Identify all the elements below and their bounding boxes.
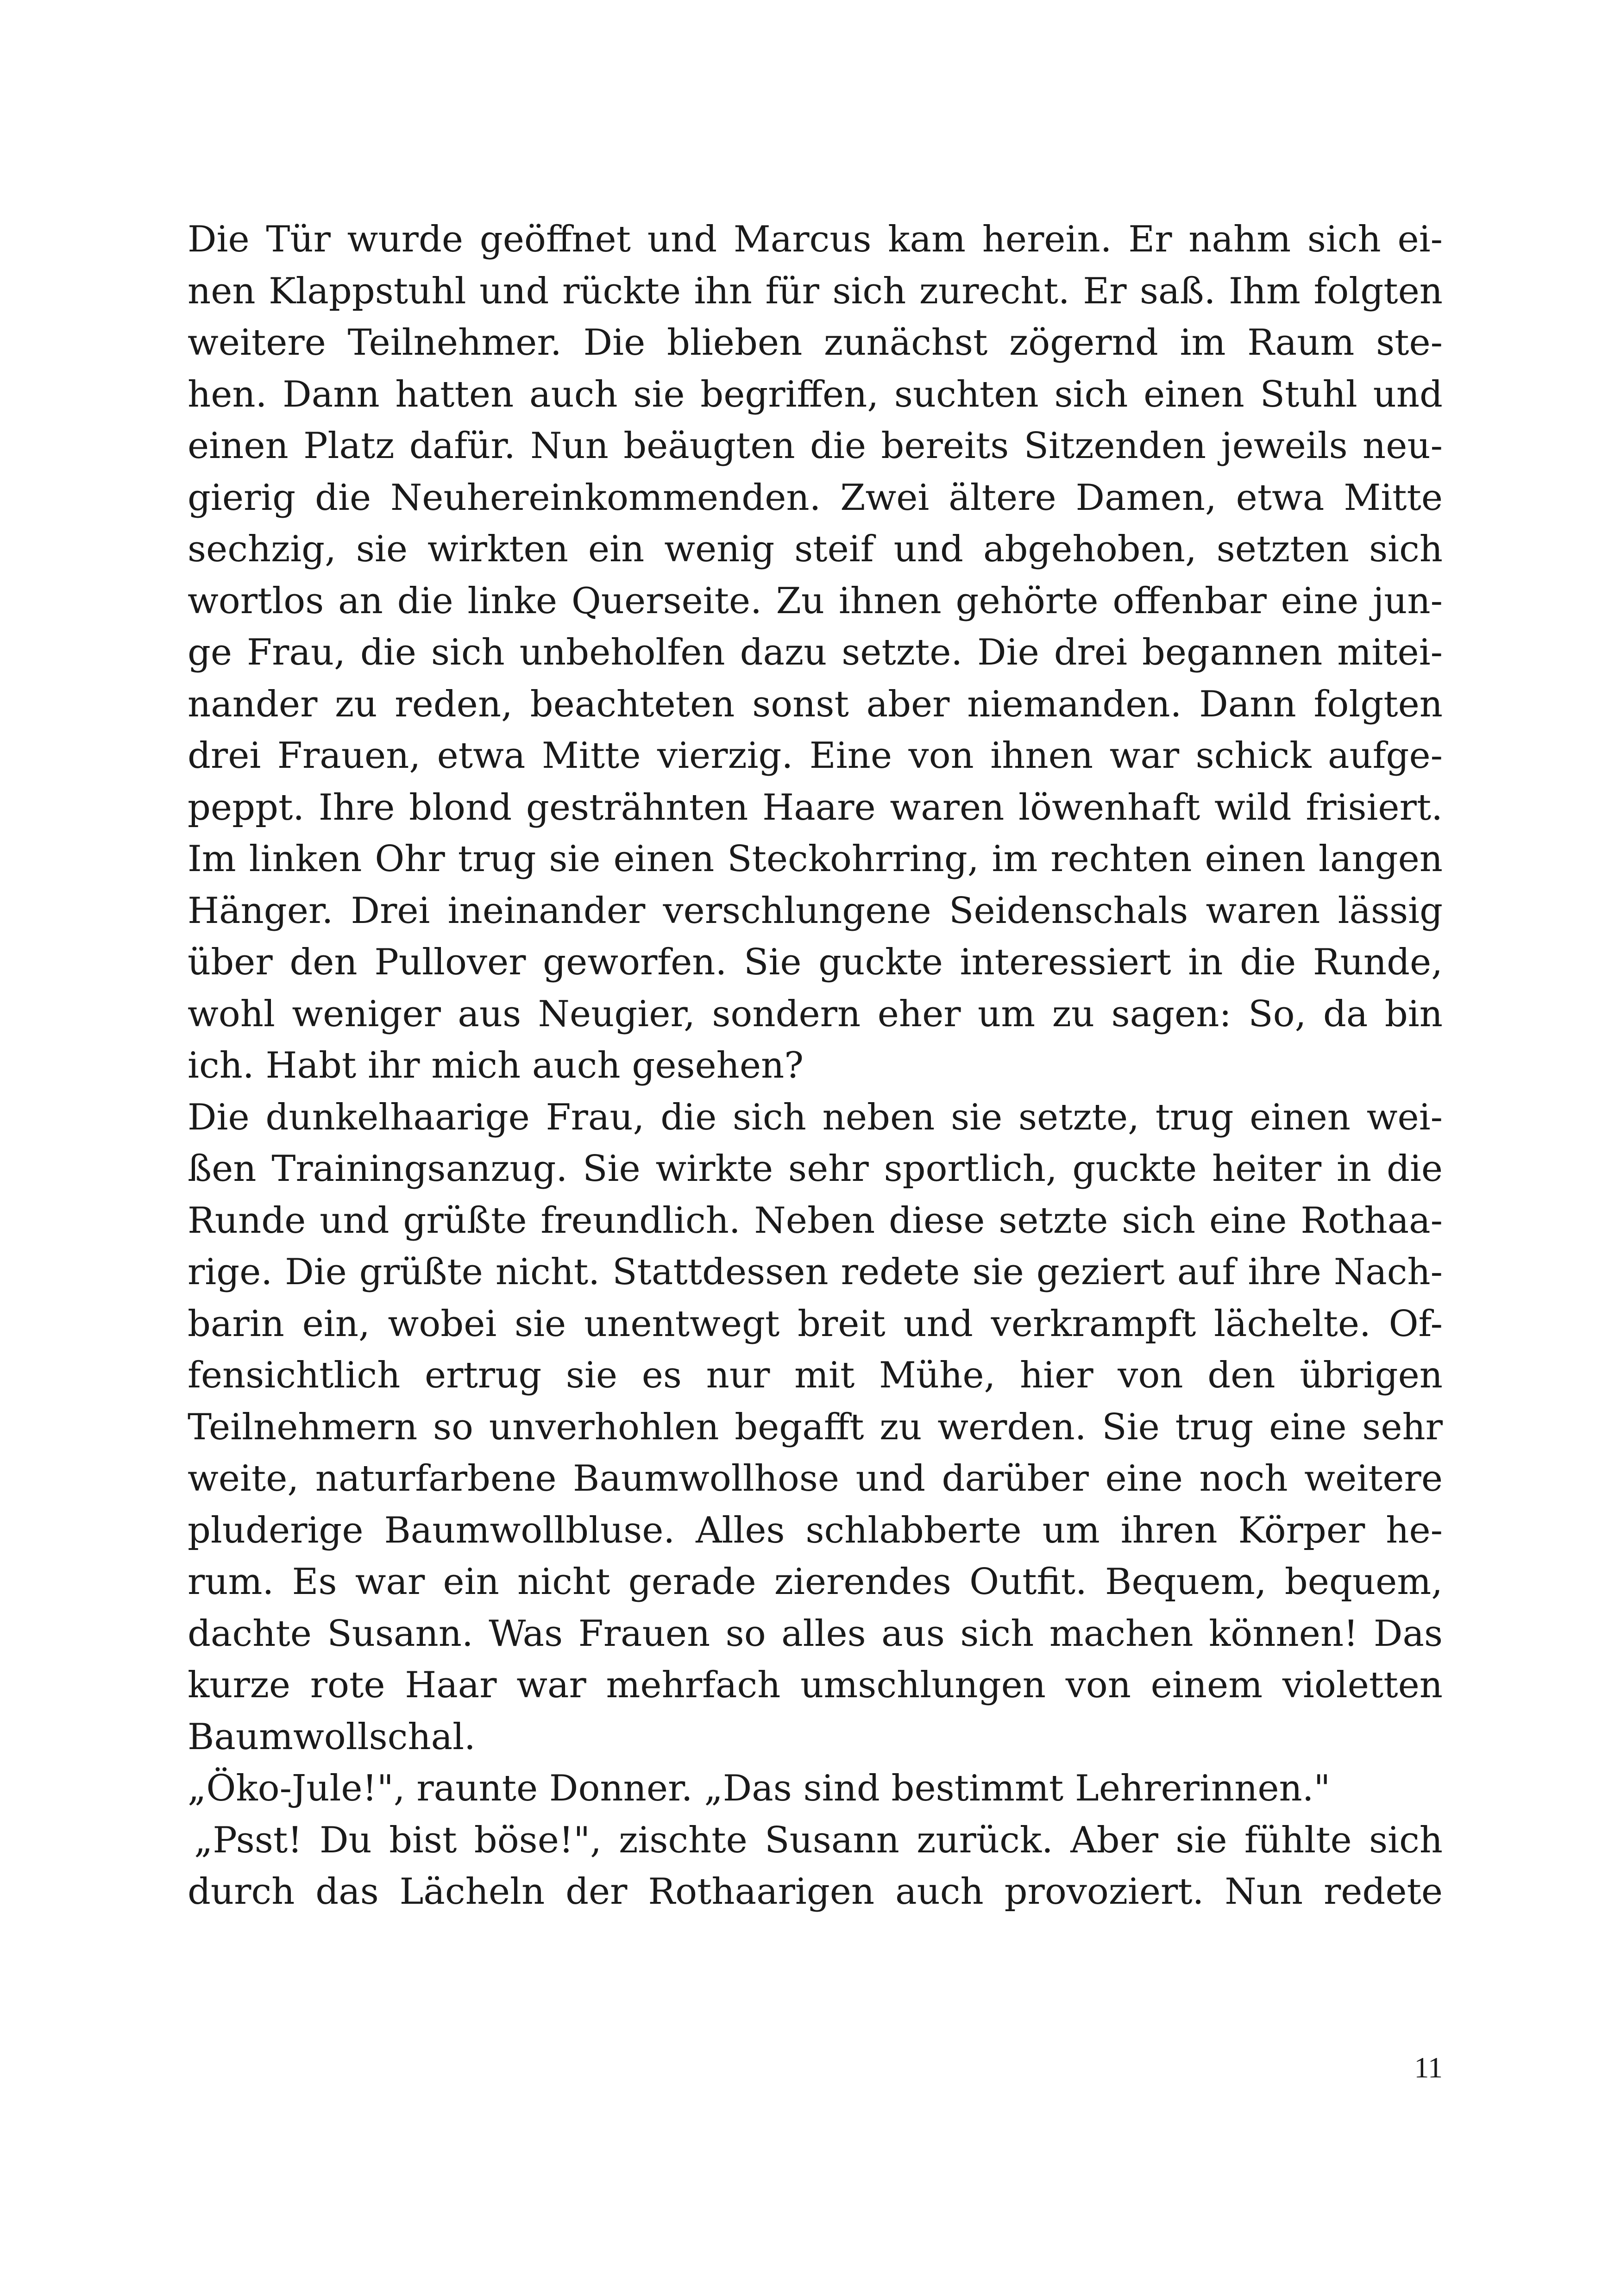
text-line: weite, naturfarbene Baumwollhose und darüber eine noch weitere [188, 1458, 1443, 1499]
text-line: sechzig, sie wirkten ein wenig steif und abgehoben, setzten sich [188, 528, 1443, 570]
text-line: durch das Lächeln der Rothaarigen auch provoziert. Nun redete [188, 1871, 1443, 1913]
text-line: wortlos an die linke Querseite. Zu ihnen gehörte offenbar eine jun- [188, 580, 1443, 622]
text-line: dachte Susann. Was Frauen so alles aus sich machen können! Das [188, 1612, 1443, 1655]
text-line: barin ein, wobei sie unentwegt breit und verkrampft lächelte. Of- [188, 1303, 1443, 1345]
text-line: über den Pullover geworfen. Sie guckte interessiert in die Runde, [188, 941, 1443, 983]
text-line: rige. Die grüßte nicht. Stattdessen redete sie geziert auf ihre Nach- [188, 1251, 1443, 1293]
text-line: drei Frauen, etwa Mitte vierzig. Eine von ihnen war schick aufge- [188, 735, 1443, 777]
text-line: hen. Dann hatten auch sie begriffen, suchten sich einen Stuhl und [188, 373, 1443, 415]
text-line: peppt. Ihre blond gesträhnten Haare waren löwenhaft wild frisiert. [188, 786, 1443, 828]
text-line: weitere Teilnehmer. Die blieben zunächst zögernd im Raum ste- [188, 322, 1443, 364]
text-line: nander zu reden, beachteten sonst aber niemanden. Dann folgten [188, 683, 1443, 725]
text-line: ge Frau, die sich unbeholfen dazu setzte. Die drei begannen mitei- [188, 632, 1443, 673]
text-line: Hänger. Drei ineinander verschlungene Seidenschals waren lässig [188, 890, 1443, 932]
text-line: „Psst! Du bist böse!", zischte Susann zurück. Aber sie fühlte sich [194, 1819, 1443, 1861]
text-line: Baumwollschal. [188, 1716, 476, 1758]
text-line: „Öko-Jule!", raunte Donner. „Das sind bestimmt Lehrerinnen." [188, 1768, 1331, 1809]
text-line: Teilnehmern so unverhohlen begafft zu werden. Sie trug eine sehr [188, 1406, 1443, 1448]
text-line: Im linken Ohr trug sie einen Steckohrring, im rechten einen langen [188, 838, 1443, 880]
text-line: kurze rote Haar war mehrfach umschlungen von einem violetten [188, 1664, 1443, 1706]
page-number: 11 [1414, 2051, 1443, 2084]
body-text [188, 214, 1443, 1918]
text-line: Die dunkelhaarige Frau, die sich neben sie setzte, trug einen wei- [188, 1096, 1443, 1138]
text-line: gierig die Neuhereinkommenden. Zwei ältere Damen, etwa Mitte [188, 477, 1443, 519]
text-line: pluderige Baumwollbluse. Alles schlabberte um ihren Körper he- [188, 1509, 1443, 1551]
text-line: fensichtlich ertrug sie es nur mit Mühe, hier von den übrigen [188, 1355, 1443, 1396]
text-line: nen Klappstuhl und rückte ihn für sich zurecht. Er saß. Ihm folgten [188, 270, 1443, 312]
text-line: wohl weniger aus Neugier, sondern eher um zu sagen: So, da bin [188, 993, 1443, 1035]
text-line: Die Tür wurde geöffnet und Marcus kam herein. Er nahm sich ei- [188, 219, 1443, 260]
text-line: rum. Es war ein nicht gerade zierendes Outfit. Bequem, bequem, [188, 1561, 1443, 1603]
text-line: Runde und grüßte freundlich. Neben diese setzte sich eine Rothaa- [188, 1199, 1443, 1242]
text-line: einen Platz dafür. Nun beäugten die bereits Sitzenden jeweils neu- [188, 425, 1443, 467]
text-line: ich. Habt ihr mich auch gesehen? [188, 1045, 804, 1086]
text-line: ßen Trainingsanzug. Sie wirkte sehr sportlich, guckte heiter in die [188, 1148, 1443, 1190]
